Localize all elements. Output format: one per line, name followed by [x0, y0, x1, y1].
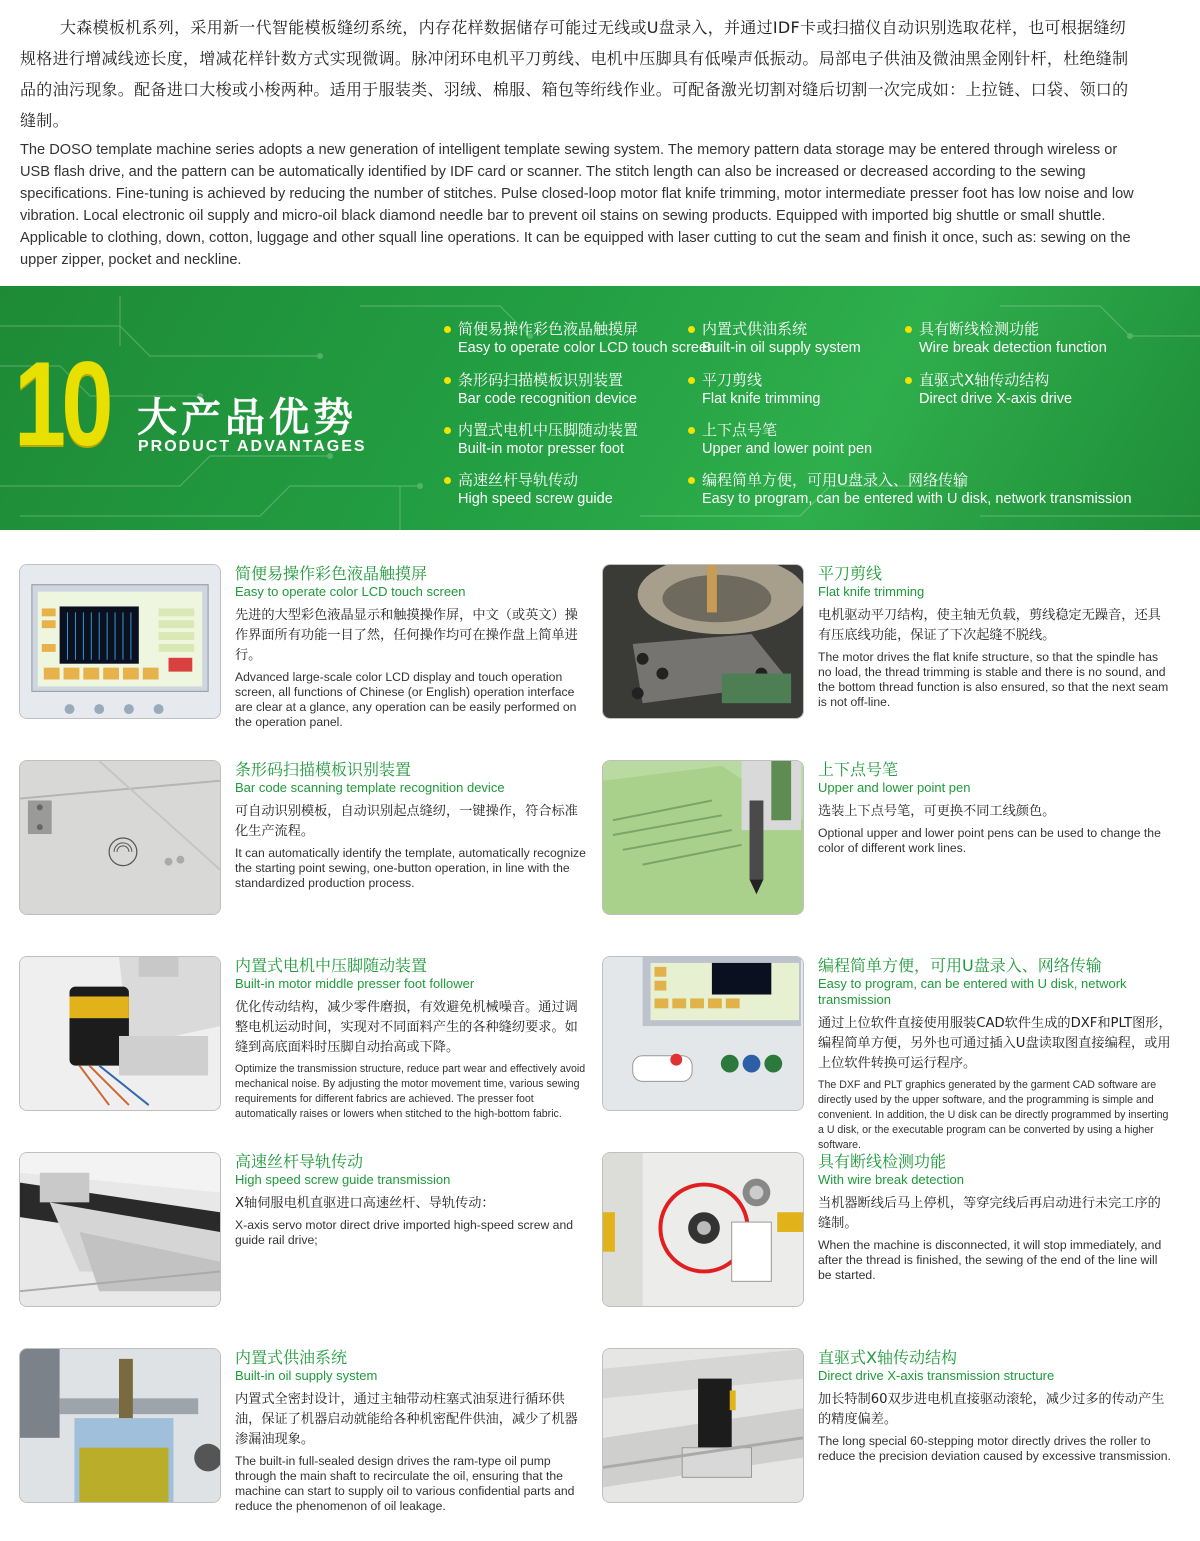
- wire-break-photo: [602, 1152, 804, 1307]
- feature-desc-en: X-axis servo motor direct drive imported high-speed screw and guide rail drive;: [235, 1218, 574, 1247]
- feature-title-en: Built-in motor middle presser foot follower: [235, 976, 475, 991]
- feature-title-en: Bar code scanning template recognition device: [235, 780, 505, 795]
- feature-title-cn: 简便易操作彩色液晶触摸屏: [235, 564, 428, 583]
- x-axis-motor-photo: [602, 1348, 804, 1503]
- intro-english: The DOSO template machine series adopts a new generation of intelligent template sewing system. The memory pattern data storage may be entered through wireless or USB flash drive, and the pattern can be automatically identified by IDF card or scanner. The stitch length can also be increased or decreased according to the sewing specifications. Fine-tuning is achieved by reducing the number of stitches. Pulse closed-loop motor flat knife trimming, motor intermediate presser foot has low noise and low vibration. Local electronic oil supply and micro-oil black diamond needle bar to prevent oil stains on sewing products. Equipped with imported big shuttle or small shuttle. Applicable to clothing, down, cotton, luggage and other squall line operations. It can be equipped with laser cutting to cut the seam and finish it once, such as: sewing on the upper zipper, pocket and neckline.: [20, 142, 1134, 268]
- feature-title-en: High speed screw guide transmission: [235, 1172, 451, 1187]
- advantage-item: 高速丝杆导轨传动 High speed screw guide: [444, 471, 613, 509]
- feature-title-cn: 内置式供油系统: [235, 1348, 348, 1367]
- point-pen-photo: [602, 760, 804, 915]
- advantage-item: 平刀剪线 Flat knife trimming: [688, 371, 820, 409]
- feature-card-point-pen: [602, 760, 1182, 930]
- bullet-icon: [688, 377, 695, 384]
- feature-card-programming: [602, 956, 1182, 1151]
- feature-card-barcode: [19, 760, 599, 930]
- advantage-item: 简便易操作彩色液晶触摸屏 Easy to operate color LCD touch screen: [444, 320, 715, 358]
- touch-screen-photo: [19, 564, 221, 719]
- feature-title-en: Upper and lower point pen: [818, 780, 971, 795]
- feature-desc-en: It can automatically identify the template, automatically recognize the starting point sewing, one-button operation, in line with the standardized production process.: [235, 846, 586, 890]
- banner-title-en: PRODUCT ADVANTAGES: [138, 438, 367, 455]
- feature-desc-en: When the machine is disconnected, it will stop immediately, and after the thread is finished, the sewing of the end of the line will be started.: [818, 1238, 1162, 1282]
- bullet-icon: [444, 477, 451, 484]
- intro-chinese: 大森模板机系列，采用新一代智能模板缝纫系统，内存花样数据储存可能过无线或U盘录入，并通过IDF卡或扫描仪自动识别选取花样，也可根据缝纫规格进行增减线迹长度，增减花样针数方式实现微调。脉冲闭环电机平刀剪线、电机中压脚具有低噪声低振动。局部电子供油及微油黑金刚针杆，杜绝缝制品的油污现象。配备进口大梭或小梭两种。适用于服装类、羽绒、棉服、箱包等绗线作业。可配备激光切割对缝后切割一次完成如：上拉链、口袋、领口的缝制。: [20, 18, 1129, 130]
- feature-desc-en: The long special 60-stepping motor directly drives the roller to reduce the precision deviation caused by excessive transmission.: [818, 1434, 1171, 1463]
- feature-desc-cn: 内置式全密封设计，通过主轴带动柱塞式油泵进行循环供油，保证了机器启动就能给各种机密配件供油，减少了机器渗漏油现象。: [235, 1392, 578, 1447]
- advantage-item: 条形码扫描模板识别装置 Bar code recognition device: [444, 371, 637, 409]
- feature-desc-cn: 当机器断线后马上停机，等穿完线后再启动进行未完工序的缝制。: [818, 1196, 1161, 1231]
- feature-title-cn: 条形码扫描模板识别装置: [235, 760, 412, 779]
- feature-desc-en: The built-in full-sealed design drives the ram-type oil pump through the main shaft to recirculate the oil, ensuring that the machine can start to supply oil to various confidential parts and reduce the phenomenon of oil leakage.: [235, 1454, 575, 1513]
- bullet-icon: [688, 477, 695, 484]
- advantage-item: 直驱式X轴传动结构 Direct drive X-axis drive: [905, 371, 1072, 409]
- feature-desc-cn: 电机驱动平刀结构，使主轴无负载，剪线稳定无躁音，还具有压底线功能，保证了下次起缝不脱线。: [818, 608, 1161, 643]
- screw-guide-photo: [19, 1152, 221, 1307]
- feature-card-oil-supply: [19, 1348, 599, 1518]
- feature-desc-cn: 选装上下点号笔，可更换不同工线颜色。: [818, 804, 1056, 819]
- bullet-icon: [444, 377, 451, 384]
- feature-desc-en: The motor drives the flat knife structure, so that the spindle has no load, the thread trimming is stable and there is no sound, and the bottom thread function is also ensured, so that the next seam is not off-line.: [818, 650, 1169, 709]
- bullet-icon: [688, 427, 695, 434]
- feature-title-en: With wire break detection: [818, 1172, 964, 1187]
- feature-desc-cn: 可自动识别模板，自动识别起点缝纫，一键操作，符合标准化生产流程。: [235, 804, 578, 839]
- advantage-item: 内置式供油系统 Built-in oil supply system: [688, 320, 861, 358]
- feature-desc-en: The DXF and PLT graphics generated by the garment CAD software are directly used by the upper software, and the programming is simple and convenient. In addition, the U disk can be directly programmed by inserting a U disk, or the executable program can be converted by using a higher software.: [818, 1079, 1169, 1151]
- feature-title-cn: 高速丝杆导轨传动: [235, 1152, 364, 1171]
- feature-desc-cn: 通过上位软件直接使用服装CAD软件生成的DXF和PLT图形，编程简单方便，另外也可通过插入U盘读取图直接编程，或用上位软件转换可运行程序。: [818, 1016, 1172, 1071]
- feature-title-cn: 具有断线检测功能: [818, 1152, 947, 1171]
- advantage-item: 内置式电机中压脚随动装置 Built-in motor presser foot: [444, 421, 638, 459]
- feature-card-screw-guide: [19, 1152, 599, 1322]
- feature-desc-en: Advanced large-scale color LCD display and touch operation screen, all functions of Chinese (or English) operation interface are clear at a glance, any operation can be easily performed on the operation panel.: [235, 670, 577, 729]
- feature-title-en: Direct drive X-axis transmission structure: [818, 1368, 1055, 1383]
- usb-panel-photo: [602, 956, 804, 1111]
- feature-card-x-axis: [602, 1348, 1182, 1518]
- number-ten: 10: [14, 337, 109, 471]
- advantage-item: 具有断线检测功能 Wire break detection function: [905, 320, 1107, 358]
- feature-desc-en: Optimize the transmission structure, reduce part wear and effectively avoid mechanical noise. By adjusting the motor movement time, various sewing requirements for different fabrics are achieved. The presser foot automatically raises or lowers when stitched to the high-bottom fabric.: [235, 1063, 586, 1120]
- feature-desc-cn: 优化传动结构，减少零件磨损，有效避免机械噪音。通过调整电机运动时间，实现对不同面料产生的各种缝纫要求。如缝到高底面料时压脚自动抬高或下降。: [235, 1000, 578, 1055]
- advantage-item: 上下点号笔 Upper and lower point pen: [688, 421, 872, 459]
- feature-title-en: Easy to operate color LCD touch screen: [235, 584, 466, 599]
- feature-desc-cn: X轴伺服电机直驱进口高速丝杆、导轨传动：: [235, 1196, 495, 1211]
- feature-card-wire-break: [602, 1152, 1182, 1322]
- feature-title-cn: 直驱式X轴传动结构: [818, 1348, 957, 1367]
- banner-title-cn: 大产品优势: [137, 395, 357, 441]
- feature-title-cn: 内置式电机中压脚随动装置: [235, 956, 428, 975]
- feature-card-flat-knife: [602, 564, 1182, 734]
- bullet-icon: [444, 427, 451, 434]
- bullet-icon: [688, 326, 695, 333]
- feature-card-touch-screen: [19, 564, 599, 734]
- advantages-banner: [0, 286, 1200, 530]
- feature-title-en: Easy to program, can be entered with U disk, network transmission: [818, 976, 1127, 1007]
- feature-title-en: Flat knife trimming: [818, 584, 925, 599]
- feature-title-cn: 平刀剪线: [818, 564, 883, 583]
- feature-title-cn: 上下点号笔: [818, 760, 899, 779]
- presser-motor-photo: [19, 956, 221, 1111]
- feature-card-presser-foot: [19, 956, 599, 1126]
- feature-desc-cn: 先进的大型彩色液晶显示和触摸操作屏，中文（或英文）操作界面所有功能一目了然，任何操作均可在操作盘上简单进行。: [235, 608, 578, 663]
- feature-title-en: Built-in oil supply system: [235, 1368, 378, 1383]
- oil-tank-photo: [19, 1348, 221, 1503]
- advantage-item: 编程简单方便，可用U盘录入、网络传输 Easy to program, can be entered with U disk, network transmission: [688, 471, 1132, 509]
- bullet-icon: [905, 326, 912, 333]
- feature-title-cn: 编程简单方便，可用U盘录入、网络传输: [818, 956, 1102, 975]
- bullet-icon: [905, 377, 912, 384]
- bullet-icon: [444, 326, 451, 333]
- feature-desc-cn: 加长特制60双步进电机直接驱动滚轮，减少过多的传动产生的精度偏差。: [818, 1392, 1165, 1427]
- barcode-scanner-photo: [19, 760, 221, 915]
- feature-desc-en: Optional upper and lower point pens can be used to change the color of different work lines.: [818, 826, 1161, 855]
- knife-trimmer-photo: [602, 564, 804, 719]
